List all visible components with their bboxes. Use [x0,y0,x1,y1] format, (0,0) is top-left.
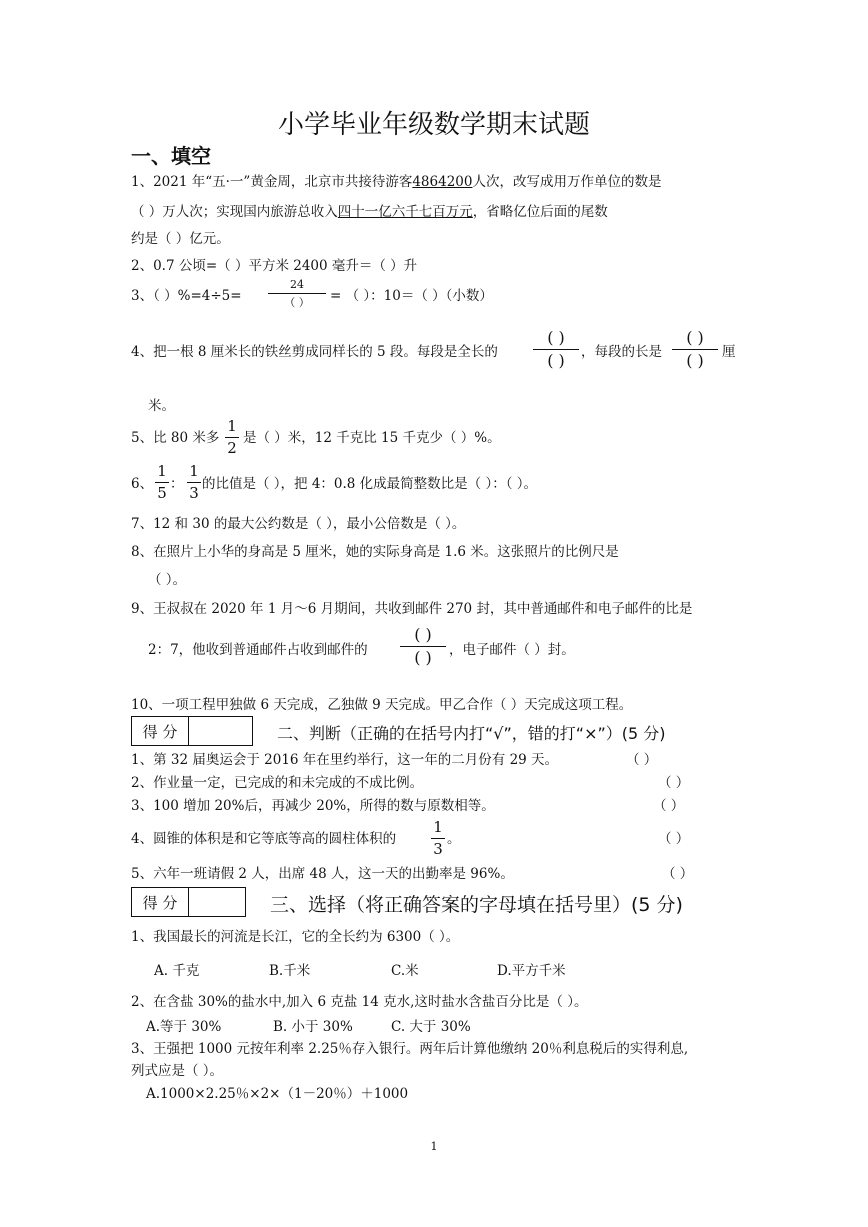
fraction-bar [533,349,579,350]
fraction-bar [155,482,169,483]
fraction-bar [268,293,326,294]
judge-paren-3: （ ） [653,798,685,814]
q2: 2、0.7 公顷=（ ）平方米 2400 毫升＝（ ）升 [131,258,418,274]
judge-item-4-a: 4、圆锥的体积是和它等底等高的圆柱体积的 [131,831,397,847]
q1-text-b: 人次，改写成用万作单位的数是 [472,174,662,190]
choice-q2-option-b: B. 小于 30% [273,1019,353,1035]
judge-paren-4: （ ） [658,831,690,847]
q5-part-a: 5、比 80 米多 [131,430,220,446]
q5-part-b: 是（ ）米，12 千克比 15 千克少（ ）%。 [243,430,501,446]
q7: 7、12 和 30 的最大公约数是（ ），最小公倍数是（ ）。 [131,516,466,532]
q5-numerator: 1 [227,417,237,435]
q9-line2-b: ，电子邮件（ ）封。 [449,642,575,658]
q4-part-c: 厘 [722,344,736,360]
q8-line2: （ ）。 [148,572,187,588]
choice-q2-option-a: A.等于 30% [146,1019,222,1035]
judge-item-4-fraction [431,820,445,857]
q9-line2-a: 2：7，他收到普通邮件占收到邮件的 [148,642,368,658]
q5-fraction [225,419,239,456]
fraction-bar [400,646,446,647]
q4-fraction-1 [533,330,579,369]
fraction-bar [225,437,239,438]
q6-part-a: 6、 [131,476,154,492]
score-box-section-3 [131,887,246,917]
q3-denominator: （ ） [284,296,310,309]
choice-q3-line1: 3、王强把 1000 元按年利率 2.25％存入银行。两年后计算他缴纳 20％利息税后的实得利息, [131,1041,689,1057]
judge-paren-2: （ ） [658,775,690,791]
judge-item-5: 5、六年一班请假 2 人，出席 48 人，这一天的出勤率是 96%。 [131,866,514,882]
q9-numerator: ( ) [414,625,432,644]
q1-text-a: 1、2021 年“五·一”黄金周，北京市共接待游客 [131,174,413,190]
page-title: 小学毕业年级数学期末试题 [277,110,590,140]
q3-fraction [268,279,326,308]
q3-part-a: 3、（ ）%=4÷5= [131,288,242,304]
q4-f2-denominator: ( ) [686,351,704,370]
choice-q1-option-c: C.米 [391,963,419,979]
judge-item-2: 2、作业量一定，已完成的和未完成的不成比例。 [131,775,424,791]
choice-q1-option-b: B.千米 [269,963,311,979]
q6-fraction-2 [187,464,201,501]
q1-underlined-text: 四十一亿六千七百万元 [337,204,473,220]
section-2-heading: 二、判断（正确的在括号内打“√”，错的打“×”）(5 分) [277,724,666,743]
q4-part-d: 米。 [148,398,175,414]
choice-q3-option-a: A.1000×2.25％×2×（1－20％）＋1000 [146,1086,409,1102]
q1-underlined-number: 4864200 [412,174,473,190]
judge-item-1: 1、第 32 届奥运会于 2016 年在里约举行，这一年的二月份有 29 天。 [131,752,559,768]
q4-part-a: 4、把一根 8 厘米长的铁丝剪成同样长的 5 段。每段是全长的 [131,344,498,360]
q1-line2-b: ，省略亿位后面的尾数 [472,204,608,220]
q6-fraction-1 [155,464,169,501]
q6-f1-denominator: 5 [157,484,167,502]
q6-f2-numerator: 1 [189,462,199,480]
choice-q2-option-c: C. 大于 30% [391,1019,471,1035]
q8-line1: 8、在照片上小华的身高是 5 厘米，她的实际身高是 1.6 米。这张照片的比例尺是 [131,544,619,560]
q1-line1 [131,172,661,192]
score-label: 得 分 [132,888,189,916]
j4-denominator: 3 [433,840,443,858]
choice-q1: 1、我国最长的河流是长江，它的全长约为 6300（ ）。 [131,929,460,945]
choice-q1-option-a: A. 千克 [154,963,200,979]
q9-denominator: ( ) [414,648,432,667]
score-value-field[interactable] [189,888,245,916]
section-3-heading: 三、选择（将正确答案的字母填在括号里）(5 分) [270,894,683,916]
score-box-section-2 [131,716,253,746]
fraction-bar [187,482,201,483]
fraction-bar [431,838,445,839]
judge-item-4-b: 。 [447,831,461,847]
judge-paren-5: （ ） [662,866,694,882]
q1-line3: 约是（ ）亿元。 [131,231,230,247]
q3-numerator: 24 [290,278,304,291]
score-label: 得 分 [132,717,189,745]
q6-f1-numerator: 1 [157,462,167,480]
q6-colon: ： [170,476,184,492]
choice-q2: 2、在含盐 30%的盐水中,加入 6 克盐 14 克水,这时盐水含盐百分比是（ ）。 [131,994,588,1010]
judge-item-3: 3、100 增加 20%后，再减少 20%，所得的数与原数相等。 [131,798,495,814]
choice-q1-option-d: D.平方千米 [497,963,566,979]
q6-part-b: 的比值是（ ），把 4：0.8 化成最简整数比是（ ）：（ ）。 [202,476,538,492]
page-number: 1 [430,1140,438,1153]
q3-part-b: = （ ）：10＝（ ）（小数） [330,288,493,304]
q9-line1: 9、王叔叔在 2020 年 1 月～6 月期间，共收到邮件 270 封，其中普通邮件和电子邮件的比是 [131,601,693,617]
q6-f2-denominator: 3 [189,484,199,502]
score-value-field[interactable] [189,717,252,745]
q4-f1-numerator: ( ) [547,328,565,347]
q10: 10、一项工程甲独做 6 天完成，乙独做 9 天完成。甲乙合作（ ）天完成这项工程。 [131,697,633,713]
q4-part-b: ，每段的长是 [581,344,662,360]
q1-line2-a: （ ）万人次；实现国内旅游总收入 [131,204,338,220]
section-1-heading: 一、填空 [131,144,211,168]
choice-q3-line2: 列式应是（ ）。 [131,1063,224,1079]
q5-denominator: 2 [227,439,237,457]
q4-f2-numerator: ( ) [686,328,704,347]
q1-line2 [131,202,608,222]
fraction-bar [672,349,718,350]
j4-numerator: 1 [433,818,443,836]
judge-paren-1: （ ） [626,752,658,768]
q9-fraction [400,627,446,666]
q4-f1-denominator: ( ) [547,351,565,370]
q4-fraction-2 [672,330,718,369]
